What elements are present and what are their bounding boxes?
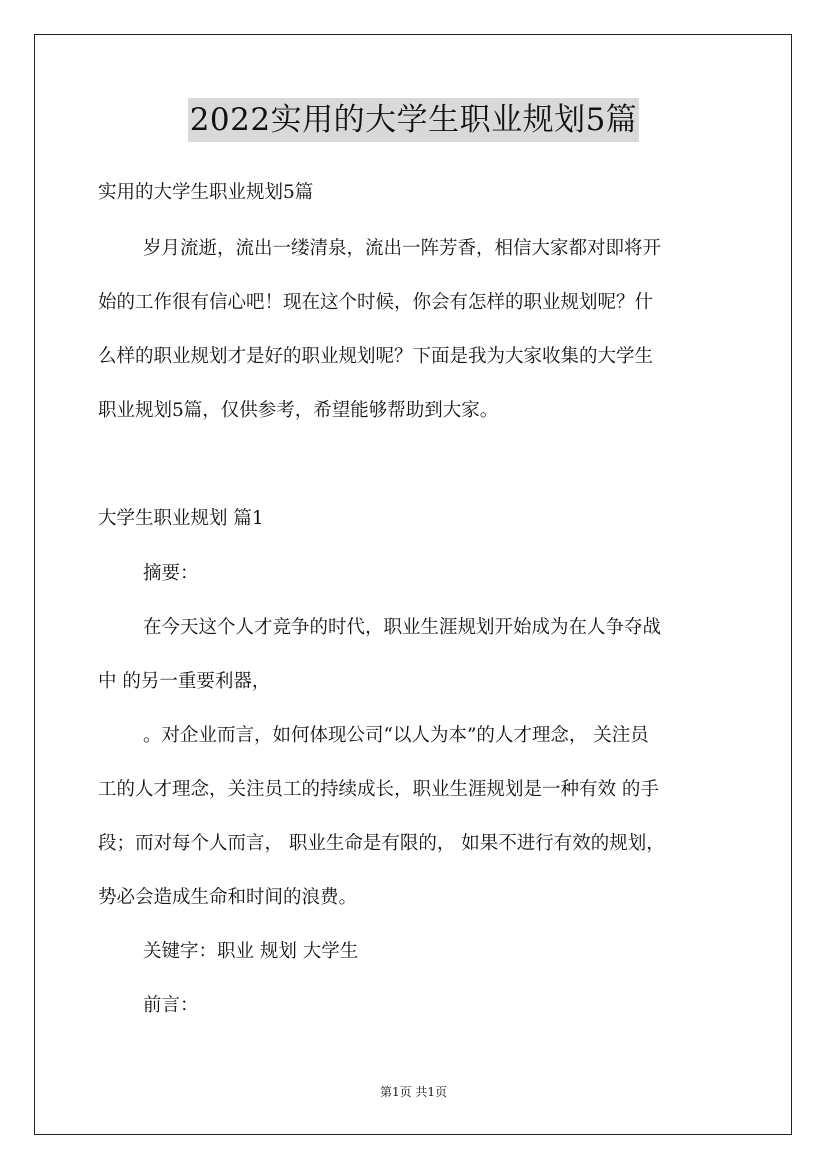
- intro-line-2: 始的工作很有信心吧！现在这个时候，你会有怎样的职业规划呢？什: [98, 292, 654, 313]
- abstract-line-2: 中 的另一重要利器，: [98, 671, 271, 692]
- section-heading: 大学生职业规划 篇1: [98, 508, 264, 529]
- body-line-2: 工的人才理念，关注员工的持续成长，职业生涯规划是一种有效 的手: [98, 779, 659, 800]
- keywords: 关键字：职业 规划 大学生: [143, 941, 359, 962]
- abstract-line-1: 在今天这个人才竞争的时代，职业生涯规划开始成为在人争夺战: [143, 617, 662, 638]
- intro-line-4: 职业规划5篇，仅供参考，希望能够帮助到大家。: [98, 400, 499, 421]
- abstract-label: 摘要：: [143, 563, 199, 584]
- document-title: 2022实用的大学生职业规划5篇: [188, 98, 640, 142]
- preface-label: 前言：: [143, 995, 199, 1016]
- body-line-4: 势必会造成生命和时间的浪费。: [98, 887, 358, 908]
- intro-line-3: 么样的职业规划才是好的职业规划呢？下面是我为大家收集的大学生: [98, 346, 654, 367]
- subtitle: 实用的大学生职业规划5篇: [98, 182, 314, 203]
- page-footer: 第1页 共1页: [379, 1085, 448, 1099]
- body-line-1: 。对企业而言，如何体现公司“以人为本”的人才理念， 关注员: [143, 725, 649, 746]
- intro-line-1: 岁月流逝，流出一缕清泉，流出一阵芳香，相信大家都对即将开: [143, 238, 662, 259]
- body-line-3: 段；而对每个人而言， 职业生命是有限的， 如果不进行有效的规划，: [98, 833, 665, 854]
